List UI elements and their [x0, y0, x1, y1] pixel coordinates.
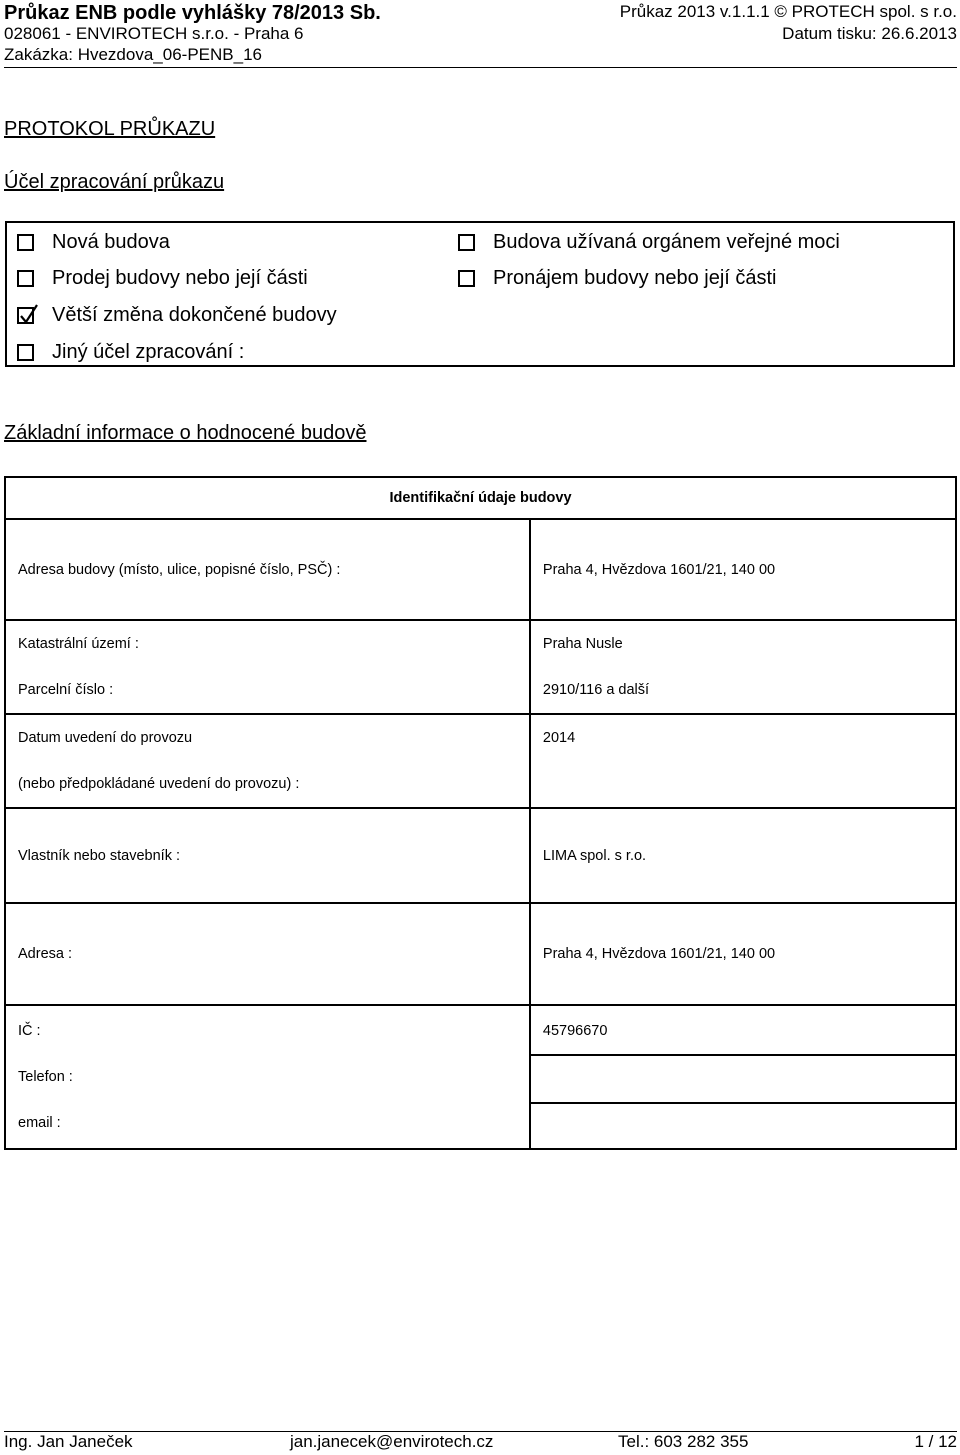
date-label-alt: (nebo předpokládané uvedení do provozu) :	[18, 776, 300, 792]
checkbox-icon[interactable]	[17, 344, 34, 361]
footer-author: Ing. Jan Janeček	[4, 1432, 133, 1451]
option-other[interactable]	[17, 341, 244, 364]
option-label: Budova užívaná orgánem veřejné moci	[493, 231, 840, 253]
purpose-box	[5, 221, 955, 367]
checkbox-icon[interactable]	[458, 270, 475, 287]
checkbox-icon[interactable]	[17, 270, 34, 287]
footer-email: jan.janecek@envirotech.cz	[290, 1432, 494, 1451]
basic-info-title: Základní informace o hodnocené budově	[4, 422, 367, 444]
software-version: Průkaz 2013 v.1.1.1 © PROTECH spol. s r.o.	[619, 2, 957, 21]
cadastral-value: Praha Nusle	[542, 636, 623, 652]
date-value: 2014	[542, 730, 576, 746]
print-date: Datum tisku: 26.6.2013	[782, 24, 957, 43]
cadastral-label: Katastrální území :	[18, 636, 139, 652]
owner-label: Vlastník nebo stavebník :	[18, 847, 181, 864]
table-row	[5, 620, 956, 714]
option-sale[interactable]	[17, 267, 308, 290]
checkbox-checked-icon[interactable]	[17, 307, 34, 324]
ic-value: 45796670	[542, 1023, 608, 1039]
checkbox-icon[interactable]	[17, 234, 34, 251]
table-row	[5, 714, 956, 808]
company-line: 028061 - ENVIROTECH s.r.o. - Praha 6	[4, 24, 304, 43]
table-header-text: Identifikační údaje budovy	[389, 490, 572, 506]
option-rent[interactable]	[458, 267, 777, 290]
email-value	[531, 1104, 955, 1148]
option-new-building[interactable]	[17, 231, 170, 254]
building-identification-table	[4, 476, 957, 1150]
purpose-title: Účel zpracování průkazu	[4, 171, 225, 193]
phone-value	[531, 1056, 955, 1104]
table-row	[5, 808, 956, 903]
table-row	[5, 519, 956, 620]
option-label: Jiný účel zpracování :	[52, 341, 245, 363]
parcel-label: Parcelní číslo :	[18, 682, 114, 698]
owner-address-value: Praha 4, Hvězdova 1601/21, 140 00	[542, 946, 776, 962]
order-line: Zakázka: Hvezdova_06-PENB_16	[4, 45, 262, 64]
protocol-title: PROTOKOL PRŮKAZU	[4, 118, 216, 140]
option-public-authority[interactable]	[458, 231, 840, 254]
footer-page-number: 1 / 12	[914, 1432, 957, 1451]
document-title: Průkaz ENB podle vyhlášky 78/2013 Sb.	[4, 2, 381, 24]
owner-address-label: Adresa :	[18, 946, 72, 962]
option-label: Prodej budovy nebo její části	[52, 267, 308, 289]
option-label: Větší změna dokončené budovy	[52, 304, 337, 326]
table-header	[5, 477, 956, 519]
owner-value: LIMA spol. s r.o.	[542, 847, 647, 864]
footer-phone: Tel.: 603 282 355	[618, 1432, 749, 1451]
email-label: email :	[18, 1115, 61, 1131]
parcel-value: 2910/116 a další	[542, 682, 650, 698]
ic-label: IČ :	[18, 1023, 41, 1039]
header-divider	[4, 67, 957, 68]
table-row	[5, 1005, 956, 1055]
table-row	[5, 903, 956, 1005]
checkbox-icon[interactable]	[458, 234, 475, 251]
option-major-change[interactable]	[17, 304, 337, 327]
date-label: Datum uvedení do provozu	[18, 730, 193, 746]
address-label: Adresa budovy (místo, ulice, popisné číslo, PSČ) :	[18, 561, 341, 578]
phone-label: Telefon :	[18, 1069, 73, 1085]
option-label: Pronájem budovy nebo její části	[493, 267, 777, 289]
option-label: Nová budova	[52, 231, 170, 253]
checkmark-icon	[18, 303, 40, 327]
address-value: Praha 4, Hvězdova 1601/21, 140 00	[542, 561, 776, 578]
